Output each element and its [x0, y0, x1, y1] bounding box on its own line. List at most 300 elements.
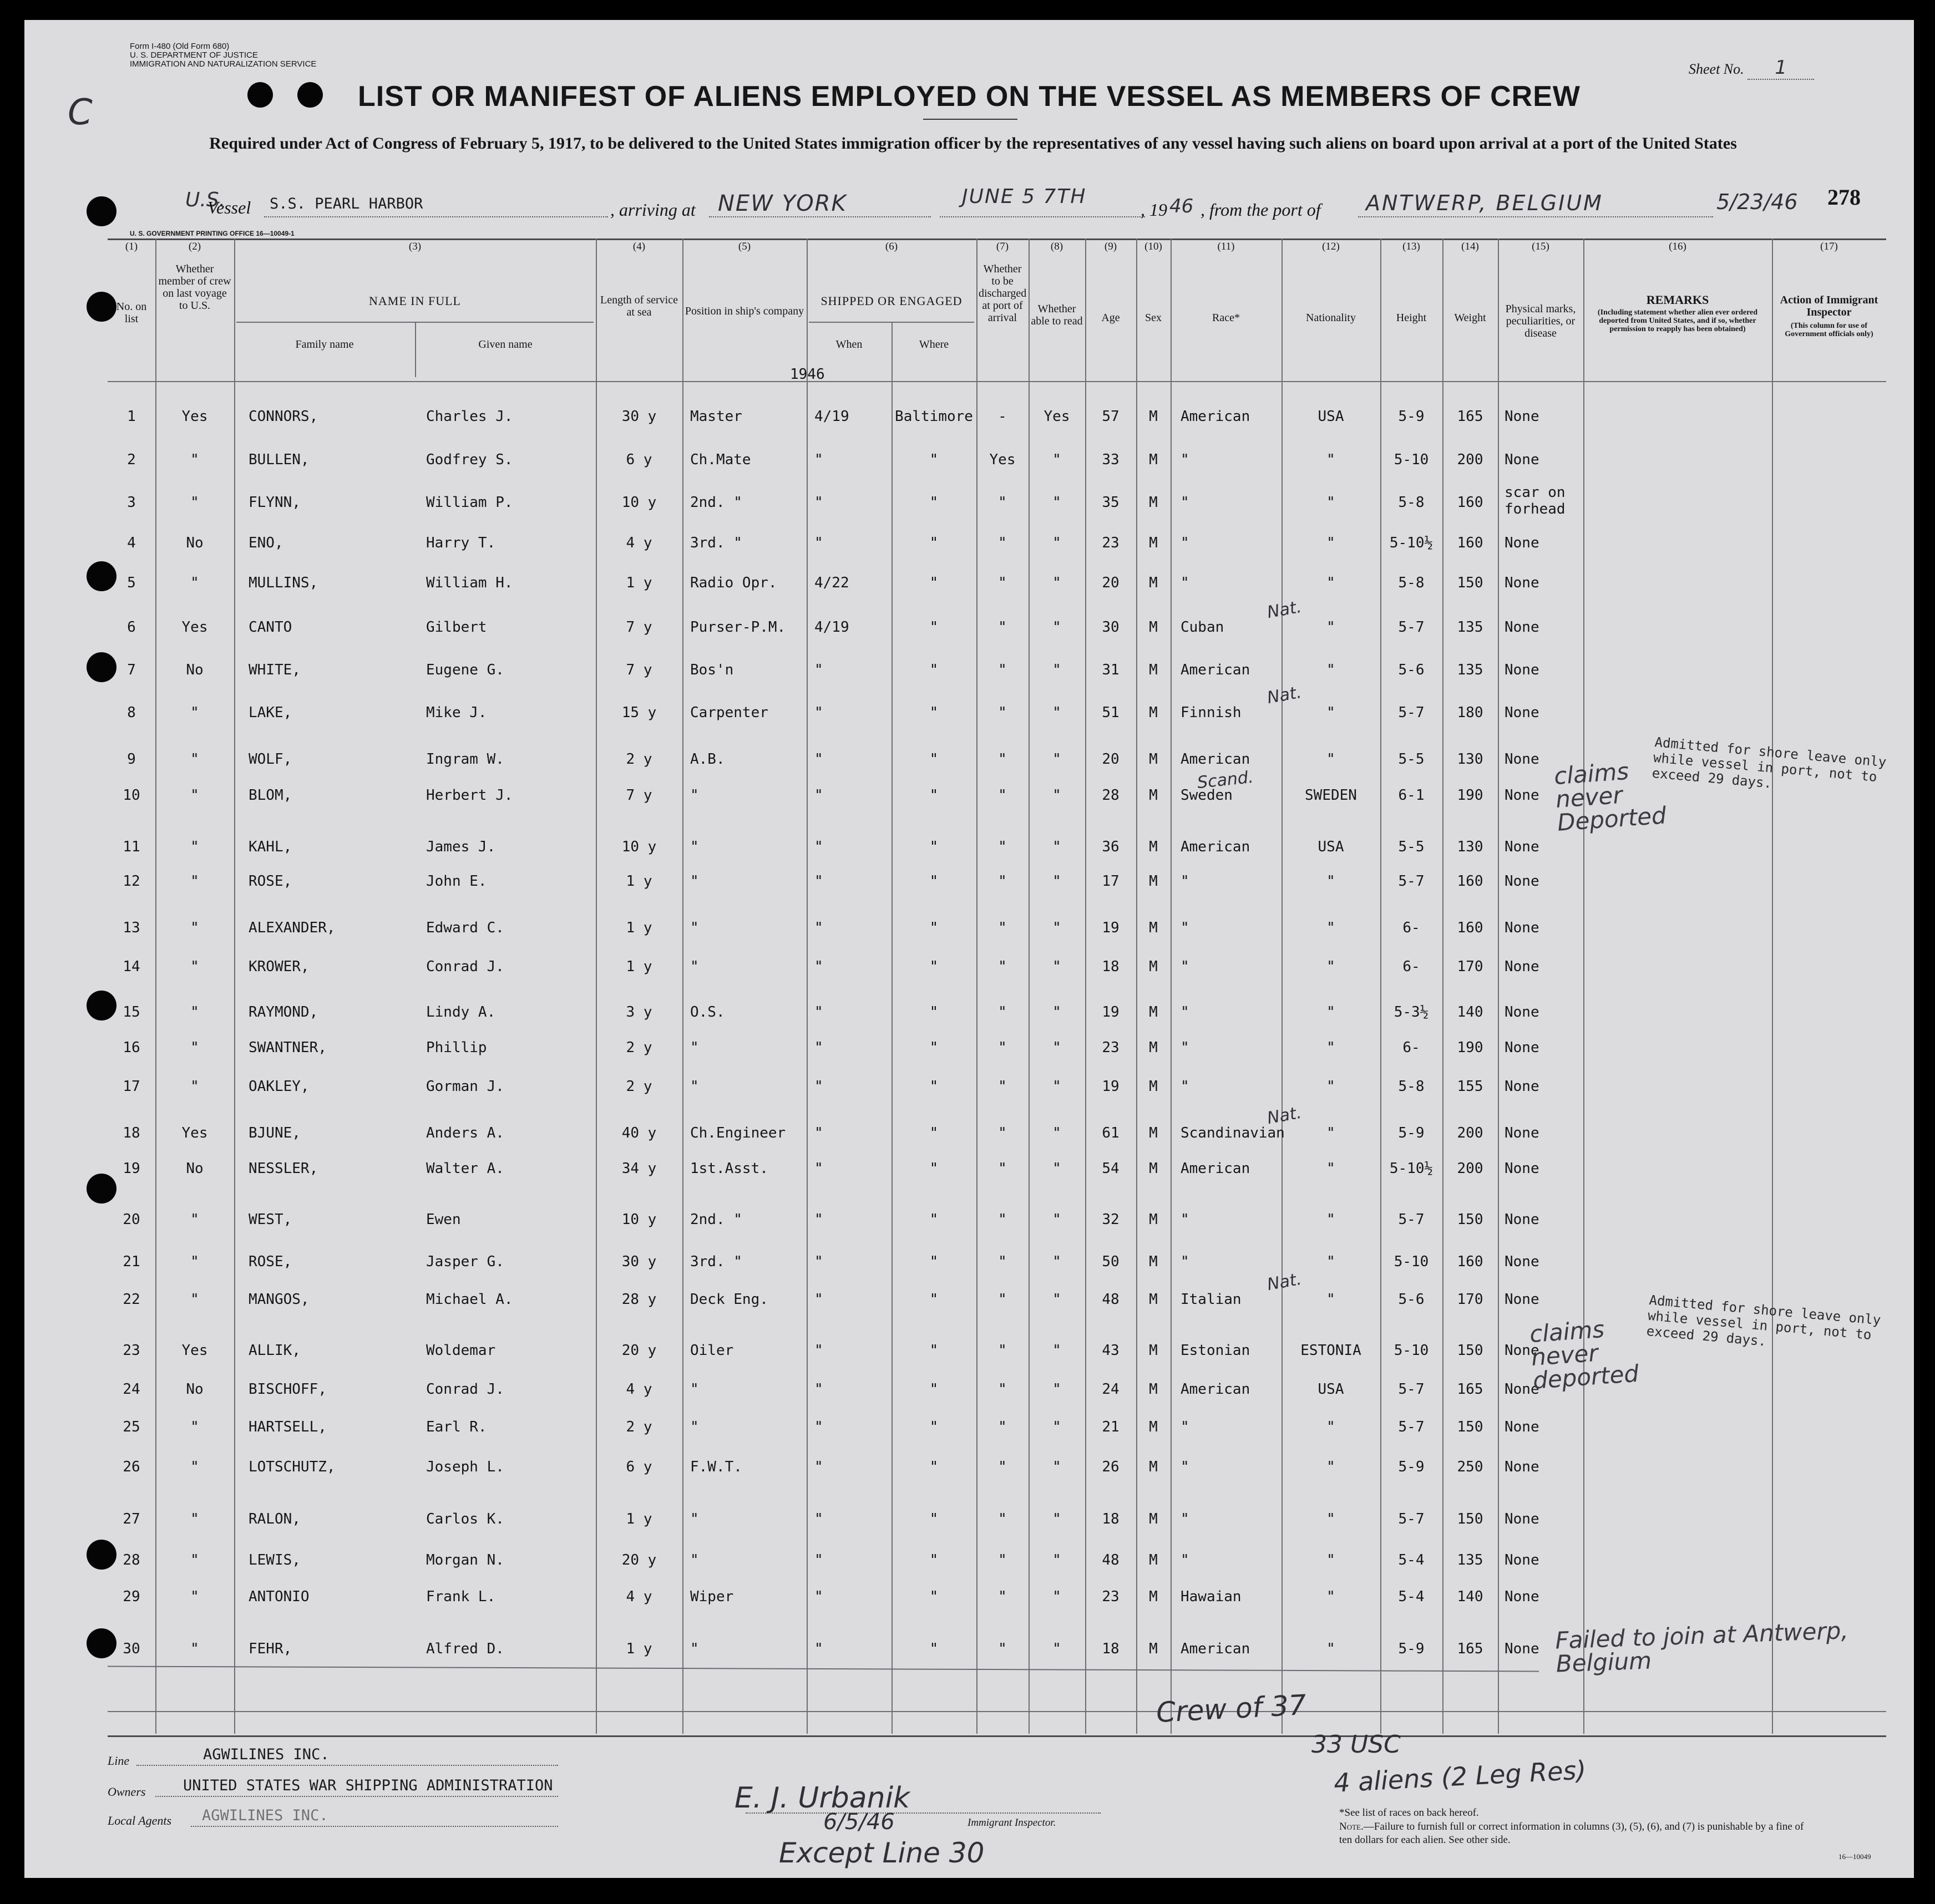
cell-sex: M	[1149, 494, 1158, 511]
cell-age: 32	[1102, 1211, 1120, 1228]
race-correction-note: Scand.	[1196, 767, 1255, 793]
cell-race: "	[1181, 1459, 1189, 1475]
cell-where: "	[929, 1342, 939, 1359]
cell-prev: "	[190, 1552, 199, 1568]
cell-prev: "	[190, 575, 199, 591]
from-port: ANTWERP, BELGIUM	[1366, 191, 1603, 215]
cell-nationality: "	[1326, 1641, 1335, 1657]
cell-where: "	[929, 1641, 939, 1657]
cell-race: "	[1181, 1211, 1189, 1228]
cell-family: MANGOS,	[249, 1291, 310, 1308]
cell-where: "	[929, 1253, 939, 1270]
cell-height: 5-10½	[1389, 535, 1433, 551]
cell-race: "	[1181, 1039, 1189, 1056]
cell-read: "	[1052, 1419, 1061, 1435]
cell-where: "	[929, 1459, 939, 1475]
cell-when: "	[814, 873, 823, 890]
line-name: AGWILINES INC.	[203, 1746, 330, 1763]
cell-service: 20 y	[621, 1342, 657, 1359]
cell-given: William P.	[426, 494, 513, 511]
shipped-subhead-rule	[809, 322, 974, 323]
cell-family: ALEXANDER,	[249, 920, 336, 936]
cell-prev: No	[186, 535, 204, 551]
cell-marks: None	[1505, 451, 1539, 468]
cell-height: 5-10	[1394, 1253, 1429, 1270]
cell-where: "	[929, 1381, 939, 1398]
cell-given: Ewen	[426, 1211, 461, 1228]
cell-given: Phillip	[426, 1039, 487, 1056]
cell-where: "	[929, 839, 939, 855]
header-rule	[108, 381, 1886, 382]
table-row	[24, 920, 1914, 942]
year-note: 1946	[790, 366, 825, 383]
cell-family: LEWIS,	[249, 1552, 301, 1568]
cell-service: 1 y	[626, 1641, 652, 1657]
cell-weight: 160	[1457, 494, 1483, 511]
cell-race: "	[1181, 1078, 1189, 1095]
cell-prev: "	[190, 920, 199, 936]
cell-weight: 170	[1457, 1291, 1483, 1308]
cell-discharge: "	[998, 1552, 1007, 1568]
cell-weight: 200	[1457, 1160, 1483, 1177]
cell-position: F.W.T.	[690, 1459, 742, 1475]
cell-service: 20 y	[621, 1552, 657, 1568]
cell-service: 2 y	[626, 1078, 652, 1095]
cell-family: NESSLER,	[249, 1160, 318, 1177]
owners-name: UNITED STATES WAR SHIPPING ADMINISTRATION	[183, 1777, 553, 1794]
cell-given: Conrad J.	[426, 958, 504, 975]
cell-weight: 130	[1457, 751, 1483, 768]
cell-prev: No	[186, 662, 204, 678]
aliens-note: 4 aliens (2 Leg Res)	[1333, 1755, 1587, 1798]
cell-weight: 150	[1457, 1419, 1483, 1435]
cell-height: 6-	[1402, 1039, 1420, 1056]
cell-race: Sweden	[1181, 787, 1233, 804]
cell-service: 1 y	[626, 920, 652, 936]
cell-read: "	[1052, 535, 1061, 551]
cell-no: 30	[123, 1641, 140, 1657]
cell-height: 5-7	[1398, 1511, 1425, 1527]
cell-no: 9	[127, 751, 136, 768]
table-row	[24, 1588, 1914, 1611]
cell-height: 5-7	[1398, 619, 1425, 636]
cell-when: "	[814, 839, 823, 855]
cell-service: 6 y	[626, 1459, 652, 1475]
cell-read: "	[1052, 1125, 1061, 1141]
cell-service: 1 y	[626, 575, 652, 591]
cell-sex: M	[1149, 1381, 1158, 1398]
cell-prev: "	[190, 751, 199, 768]
cell-nationality: USA	[1318, 1381, 1344, 1398]
cell-given: Joseph L.	[426, 1459, 504, 1475]
cell-where: "	[929, 1511, 939, 1527]
printing-office: U. S. GOVERNMENT PRINTING OFFICE 16—10049-1	[130, 230, 295, 237]
cell-position: Ch.Mate	[690, 451, 751, 468]
cell-position: "	[690, 1039, 699, 1056]
cell-family: MULLINS,	[249, 575, 318, 591]
cell-service: 4 y	[626, 1381, 652, 1398]
table-row	[24, 958, 1914, 981]
cell-discharge: Yes	[989, 451, 1016, 468]
cell-given: Jasper G.	[426, 1253, 504, 1270]
cell-service: 7 y	[626, 787, 652, 804]
cell-sex: M	[1149, 1253, 1158, 1270]
cell-position: 1st.Asst.	[690, 1160, 768, 1177]
table-row	[24, 1459, 1914, 1481]
cell-given: Frank L.	[426, 1588, 496, 1605]
cell-race: American	[1181, 751, 1250, 768]
cell-service: 28 y	[621, 1291, 657, 1308]
cell-when: "	[814, 1253, 823, 1270]
cell-position: 3rd. "	[690, 535, 742, 551]
cell-where: "	[929, 1039, 939, 1056]
cell-no: 24	[123, 1381, 140, 1398]
column-subdivider	[415, 322, 416, 377]
cell-read: "	[1052, 1552, 1061, 1568]
cell-discharge: "	[998, 1125, 1007, 1141]
cell-race: "	[1181, 451, 1189, 468]
cell-marks: None	[1505, 408, 1539, 425]
cell-family: KROWER,	[249, 958, 310, 975]
cell-weight: 135	[1457, 1552, 1483, 1568]
cell-no: 27	[123, 1511, 140, 1527]
usc-note: 33 USC	[1311, 1730, 1401, 1759]
cell-where: "	[929, 1078, 939, 1095]
cell-position: Radio Opr.	[690, 575, 777, 591]
cell-position: "	[690, 839, 699, 855]
cell-age: 30	[1102, 619, 1120, 636]
cell-given: Gilbert	[426, 619, 487, 636]
cell-when: "	[814, 1342, 823, 1359]
cell-family: BJUNE,	[249, 1125, 301, 1141]
cell-read: "	[1052, 662, 1061, 678]
cell-nationality: "	[1326, 535, 1335, 551]
cell-height: 5-4	[1398, 1588, 1425, 1605]
cell-prev: "	[190, 1291, 199, 1308]
column-number-c14: (14)	[1461, 241, 1479, 252]
cell-age: 50	[1102, 1253, 1120, 1270]
cell-no: 21	[123, 1253, 140, 1270]
cell-where: "	[929, 451, 939, 468]
cell-read: "	[1052, 958, 1061, 975]
cell-height: 5-9	[1398, 1459, 1425, 1475]
column-header-when: When	[835, 338, 863, 351]
arriving-label: , arriving at	[610, 200, 696, 220]
cell-when: "	[814, 1078, 823, 1095]
cell-marks: None	[1505, 704, 1539, 721]
cell-nationality: "	[1326, 575, 1335, 591]
cell-where: "	[929, 958, 939, 975]
cell-read: "	[1052, 1004, 1061, 1020]
cell-sex: M	[1149, 1078, 1158, 1095]
cell-prev: "	[190, 494, 199, 511]
cell-no: 29	[123, 1588, 140, 1605]
cell-height: 5-7	[1398, 1419, 1425, 1435]
cell-sex: M	[1149, 1291, 1158, 1308]
column-number-c17: (17)	[1820, 241, 1838, 252]
cell-nationality: "	[1326, 1511, 1335, 1527]
cell-service: 34 y	[621, 1160, 657, 1177]
cell-height: 5-8	[1398, 1078, 1425, 1095]
cell-race: American	[1181, 408, 1250, 425]
cell-age: 18	[1102, 1641, 1120, 1657]
cell-position: "	[690, 787, 699, 804]
cell-race: "	[1181, 494, 1189, 511]
cell-where: "	[929, 1004, 939, 1020]
cell-nationality: USA	[1318, 408, 1344, 425]
cell-position: Deck Eng.	[690, 1291, 768, 1308]
cell-discharge: "	[998, 1039, 1007, 1056]
cell-weight: 250	[1457, 1459, 1483, 1475]
cell-marks: None	[1505, 575, 1539, 591]
cell-read: "	[1052, 1511, 1061, 1527]
cell-service: 10 y	[621, 494, 657, 511]
document-subtitle: Required under Act of Congress of February 5, 1917, to be delivered to the United States immigration officer by the representatives of any vessel having such aliens on board upon arrival at a port of the United States	[209, 134, 1737, 153]
service-name: IMMIGRATION AND NATURALIZATION SERVICE	[130, 59, 317, 69]
cell-age: 36	[1102, 839, 1120, 855]
cell-read: "	[1052, 575, 1061, 591]
cell-race: Scandinavian	[1181, 1125, 1285, 1141]
cell-family: ENO,	[249, 535, 283, 551]
cell-no: 13	[123, 920, 140, 936]
cell-sex: M	[1149, 1039, 1158, 1056]
cell-nationality: "	[1326, 1291, 1335, 1308]
column-number-c3: (3)	[408, 241, 422, 252]
arriving-field	[709, 191, 931, 217]
form-number: Form I-480 (Old Form 680)	[130, 42, 230, 51]
page-number: 278	[1827, 185, 1861, 210]
cell-marks: None	[1505, 1253, 1539, 1270]
cell-sex: M	[1149, 1419, 1158, 1435]
cell-marks: scar on forhead	[1505, 484, 1566, 517]
cell-weight: 150	[1457, 1211, 1483, 1228]
cell-weight: 150	[1457, 1342, 1483, 1359]
cell-no: 12	[123, 873, 140, 890]
cell-given: James J.	[426, 839, 496, 855]
cell-age: 20	[1102, 751, 1120, 768]
cell-prev: "	[190, 1211, 199, 1228]
cell-no: 7	[127, 662, 136, 678]
cell-marks: None	[1505, 1291, 1539, 1308]
cell-weight: 165	[1457, 408, 1483, 425]
cell-marks: None	[1505, 1641, 1539, 1657]
cell-weight: 165	[1457, 1641, 1483, 1657]
cell-when: "	[814, 662, 823, 678]
cell-read: "	[1052, 1459, 1061, 1475]
cell-marks: None	[1505, 1039, 1539, 1056]
cell-family: RAYMOND,	[249, 1004, 318, 1020]
cell-marks: None	[1505, 1211, 1539, 1228]
cell-position: 2nd. "	[690, 1211, 742, 1228]
cell-age: 54	[1102, 1160, 1120, 1177]
column-header-c3: NAME IN FULL	[369, 294, 461, 308]
cell-weight: 180	[1457, 704, 1483, 721]
date-field	[940, 185, 1145, 217]
cell-read: "	[1052, 920, 1061, 936]
cell-family: RALON,	[249, 1511, 301, 1527]
column-header-c1: No. on list	[116, 301, 147, 325]
cell-height: 5-10½	[1389, 1160, 1433, 1177]
cell-race: Italian	[1181, 1291, 1242, 1308]
cell-prev: "	[190, 1588, 199, 1605]
cell-no: 1	[127, 408, 136, 425]
cell-no: 11	[123, 839, 140, 855]
cell-when: "	[814, 1160, 823, 1177]
cell-given: Eugene G.	[426, 662, 504, 678]
cell-when: 4/19	[814, 619, 849, 636]
cell-read: "	[1052, 619, 1061, 636]
cell-family: ALLIK,	[249, 1342, 301, 1359]
column-number-c2: (2)	[188, 241, 201, 252]
remark-handwritten-note: claims never deported	[1528, 1315, 1640, 1394]
column-header-c14: Weight	[1454, 312, 1486, 324]
cell-sex: M	[1149, 1459, 1158, 1475]
sheet-number-label	[1689, 57, 1814, 80]
cell-where: "	[929, 1160, 939, 1177]
cell-age: 31	[1102, 662, 1120, 678]
cell-when: "	[814, 1419, 823, 1435]
cell-nationality: "	[1326, 451, 1335, 468]
remark-failed-to-join: Failed to join at Antwerp, Belgium	[1554, 1617, 1849, 1678]
cell-discharge: "	[998, 1211, 1007, 1228]
cell-no: 26	[123, 1459, 140, 1475]
column-number-c15: (15)	[1532, 241, 1549, 252]
cell-read: "	[1052, 1588, 1061, 1605]
cell-no: 2	[127, 451, 136, 468]
cell-position: "	[690, 1641, 699, 1657]
cell-sex: M	[1149, 619, 1158, 636]
cell-discharge: "	[998, 1078, 1007, 1095]
table-row	[24, 484, 1914, 517]
cell-where: "	[929, 494, 939, 511]
cell-nationality: "	[1326, 1253, 1335, 1270]
cell-discharge: "	[998, 535, 1007, 551]
cell-race: American	[1181, 839, 1250, 855]
cell-height: 5-7	[1398, 704, 1425, 721]
cell-family: OAKLEY,	[249, 1078, 310, 1095]
cell-height: 5-9	[1398, 1125, 1425, 1141]
cell-age: 35	[1102, 494, 1120, 511]
column-header-c9: Age	[1101, 312, 1120, 324]
cell-when: "	[814, 494, 823, 511]
cell-position: A.B.	[690, 751, 725, 768]
cell-family: FLYNN,	[249, 494, 301, 511]
cell-where: "	[929, 619, 939, 636]
cell-age: 18	[1102, 958, 1120, 975]
cell-marks: None	[1505, 1511, 1539, 1527]
cell-height: 5-6	[1398, 662, 1425, 678]
cell-no: 18	[123, 1125, 140, 1141]
cell-family: BLOM,	[249, 787, 292, 804]
cell-marks: None	[1505, 1078, 1539, 1095]
cell-when: "	[814, 787, 823, 804]
cell-race: American	[1181, 1160, 1250, 1177]
cell-position: Purser-P.M.	[690, 619, 786, 636]
cell-position: "	[690, 958, 699, 975]
cell-nationality: "	[1326, 1588, 1335, 1605]
cell-age: 17	[1102, 873, 1120, 890]
column-number-c11: (11)	[1217, 241, 1235, 252]
column-number-c16: (16)	[1669, 241, 1686, 252]
cell-family: BISCHOFF,	[249, 1381, 327, 1398]
cell-read: "	[1052, 787, 1061, 804]
cell-service: 10 y	[621, 1211, 657, 1228]
cell-age: 21	[1102, 1419, 1120, 1435]
cell-given: Ingram W.	[426, 751, 504, 768]
owners-field	[155, 1774, 558, 1797]
cell-position: Wiper	[690, 1588, 734, 1605]
cell-position: "	[690, 1078, 699, 1095]
column-header-family-name: Family name	[295, 338, 354, 351]
table-row	[24, 1552, 1914, 1574]
signature-line	[746, 1811, 1101, 1814]
cell-height: 5-9	[1398, 408, 1425, 425]
cell-weight: 160	[1457, 1253, 1483, 1270]
cell-where: "	[929, 751, 939, 768]
cell-marks: None	[1505, 751, 1539, 768]
table-bottom-rule	[108, 1711, 1886, 1712]
form-identification	[130, 42, 316, 69]
cell-discharge: "	[998, 873, 1007, 890]
cell-position: "	[690, 1552, 699, 1568]
cell-marks: None	[1505, 873, 1539, 890]
cell-prev: "	[190, 1511, 199, 1527]
cell-weight: 135	[1457, 662, 1483, 678]
column-header-c13: Height	[1396, 312, 1427, 324]
cell-age: 57	[1102, 408, 1120, 425]
cell-prev: No	[186, 1160, 204, 1177]
cell-where: "	[929, 1552, 939, 1568]
cell-weight: 165	[1457, 1381, 1483, 1398]
cell-given: Anders A.	[426, 1125, 504, 1141]
cell-where: "	[929, 1291, 939, 1308]
column-header-c12: Nationality	[1306, 312, 1356, 324]
arrival-year: 46	[1169, 195, 1194, 217]
cell-weight: 140	[1457, 1004, 1483, 1020]
cell-read: "	[1052, 751, 1061, 768]
department-name: U. S. DEPARTMENT OF JUSTICE	[130, 50, 258, 60]
cell-sex: M	[1149, 575, 1158, 591]
cell-discharge: "	[998, 1588, 1007, 1605]
column-header-c4: Length of service at sea	[600, 294, 678, 318]
cell-height: 5-4	[1398, 1552, 1425, 1568]
cell-discharge: "	[998, 958, 1007, 975]
cell-no: 6	[127, 619, 136, 636]
cell-service: 7 y	[626, 619, 652, 636]
cell-sex: M	[1149, 958, 1158, 975]
cell-sex: M	[1149, 787, 1158, 804]
cell-weight: 150	[1457, 575, 1483, 591]
cell-where: "	[929, 575, 939, 591]
cell-marks: None	[1505, 787, 1539, 804]
sheet-number: 1	[1747, 57, 1814, 80]
cell-position: "	[690, 873, 699, 890]
table-row	[24, 575, 1914, 597]
cell-weight: 140	[1457, 1588, 1483, 1605]
naturalized-note: Nat.	[1265, 1269, 1303, 1295]
cell-family: FEHR,	[249, 1641, 292, 1657]
column-header-action-sub: (This column for use of Government officials only)	[1785, 322, 1873, 338]
cell-position: 2nd. "	[690, 494, 742, 511]
cell-given: John E.	[426, 873, 487, 890]
cell-read: "	[1052, 1039, 1061, 1056]
cell-discharge: "	[998, 662, 1007, 678]
cell-marks: None	[1505, 1342, 1539, 1359]
cell-family: WOLF,	[249, 751, 292, 768]
table-row	[24, 662, 1914, 684]
column-header-given-name: Given name	[478, 338, 533, 351]
cell-read: "	[1052, 1291, 1061, 1308]
